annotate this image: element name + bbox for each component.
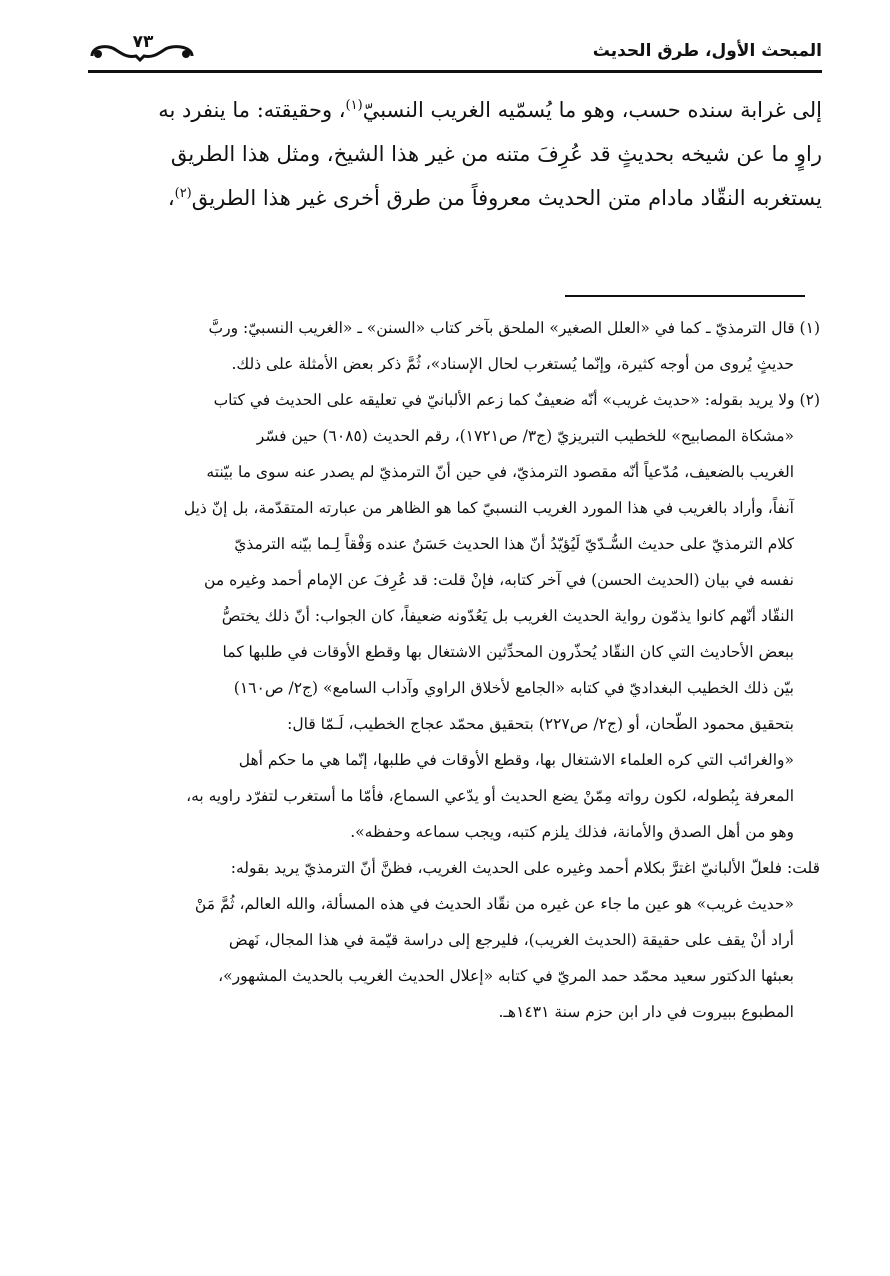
footnote-ref-2[interactable]: (٢)	[174, 186, 192, 201]
footnote-2-quote-line: المعرفة بِبُطوله، لكون رواته مِمّنْ يضع الحديث أو يدّعي السماع، فأمّا ما أستغرب لتفرّد راويه به،	[186, 787, 794, 805]
footnote-2-line: بعبئها الدكتور سعيد محمّد حمد المريّ في كتابه «إعلال الحديث الغريب بالحديث المشهور»،	[218, 967, 794, 985]
body-line-2: راوٍ ما عن شيخه بحديثٍ قد عُرِفَ متنه من غير هذا الشيخ، ومثل هذا الطريق	[170, 142, 822, 166]
footnote-2-line: المطبوع ببيروت في دار ابن حزم سنة ١٤٣١هـ.	[498, 1003, 794, 1021]
body-line-3-text: يستغربه النقّاد مادام متن الحديث معروفاً من طرق أخرى غير هذا الطريق	[191, 186, 822, 210]
main-text	[86, 88, 822, 220]
footnote-2-quote-line: وهو من أهل الصدق والأمانة، فذلك يلزم كتبه، ويجب سماعه وحفظه».	[350, 823, 794, 841]
footnote-2-line: «مشكاة المصابيح» للخطيب التبريزيّ (ج٣/ ص١٧٢١)، رقم الحديث (٦٠٨٥) حين فسّر	[256, 427, 794, 445]
page-header	[88, 32, 822, 64]
body-line-3	[86, 176, 822, 220]
footnote-2-line: نفسه في بيان (الحديث الحسن) في آخر كتابه، فإنْ قلت: قد عُرِفَ عن الإمام أحمد وغيره من	[204, 571, 794, 589]
header-rule	[88, 70, 822, 73]
body-line-1	[86, 88, 822, 132]
running-title: المبحث الأول، طرق الحديث	[592, 41, 822, 61]
page-number-block	[88, 34, 198, 64]
footnote-1-line: حديثٍ يُروى من أوجه كثيرة، وإنّما يُستغرب لحال الإسناد»، ثُمَّ ذكر بعض الأمثلة على ذلك.	[231, 355, 794, 373]
footnotes	[94, 310, 820, 1030]
footnote-2-line: ببعض الأحاديث التي كان النقّاد يُحذّرون المحدِّثين الاشتغال بها وقطع الأوقات في طلبها كما	[222, 643, 794, 661]
page-number: ٧٣	[132, 32, 154, 52]
footnote-2-line: بيّن ذلك الخطيب البغداديّ في كتابه «الجامع لأخلاق الراوي وآداب السامع» (ج٢/ ص١٦٠)	[233, 679, 794, 697]
footnote-separator	[565, 295, 805, 297]
body-line-3-tail: ،	[167, 186, 175, 210]
footnote-2-line: النقّاد أنّهم كانوا يذمّون رواية الحديث الغريب بل يَعُدّونه ضعيفاً، كان الجواب: أنّ ذلك يختصُّ	[221, 607, 794, 625]
footnote-2-quote-line: «والغرائب التي كره العلماء الاشتغال بها، وقطع الأوقات في طلبها، إنّما هي ما حكم أهل	[238, 751, 794, 769]
footnote-2-line: «حديث غريب» هو عين ما جاء عن غيره من نقّاد الحديث في هذه المسألة، والله العالم، ثُمَّ مَنْ	[194, 895, 794, 913]
footnote-1-line: (١) قال الترمذيّ ـ كما في «العلل الصغير» الملحق بآخر كتاب «السنن» ـ «الغريب النسبيّ: وربَّ	[208, 319, 820, 337]
footnote-2-line: (٢) ولا يريد بقوله: «حديث غريب» أنّه ضعيفٌ كما زعم الألبانيّ في تعليقه على الحديث في كتاب	[213, 391, 820, 409]
footnote-2-line: قلت: فلعلّ الألبانيّ اغترَّ بكلام أحمد وغيره على الحديث الغريب، فظنَّ أنّ الترمذيّ يريد بقوله:	[230, 859, 820, 877]
footnote-2-line: الغريب بالضعيف، مُدّعياً أنّه مقصود الترمذيّ، في حين أنّ الترمذيّ لم يصدر عنه سوى ما بيّنته	[206, 463, 794, 481]
footnote-2-line: كلام الترمذيّ على حديث السُّـدّيّ لَيُؤيّدُ أنّ هذا الحديث حَسَنٌ عنده وَفْقاً لِـما بيّنه الترمذيّ	[234, 535, 794, 553]
body-line-1-text: إلى غرابة سنده حسب، وهو ما يُسمّيه الغريب النسبيّ	[362, 98, 822, 122]
body-line-1-tail: ، وحقيقته: ما ينفرد به	[158, 98, 346, 122]
footnote-2-line: بتحقيق محمود الطّحان، أو (ج٢/ ص٢٢٧) بتحقيق محمّد عجاج الخطيب، لَـمّا قال:	[287, 715, 794, 733]
footnote-2-line: أراد أنْ يقف على حقيقة (الحديث الغريب)، فليرجع إلى دراسة قيّمة في هذا المجال، نَهض	[228, 931, 794, 949]
footnote-2-line: آنفاً، وأراد بالغريب في هذا المورد الغريب النسبيّ كما هو الظاهر من عبارته المتقدّمة، بل إنّ ذيل	[183, 499, 794, 517]
footnote-ref-1[interactable]: (١)	[345, 98, 363, 113]
